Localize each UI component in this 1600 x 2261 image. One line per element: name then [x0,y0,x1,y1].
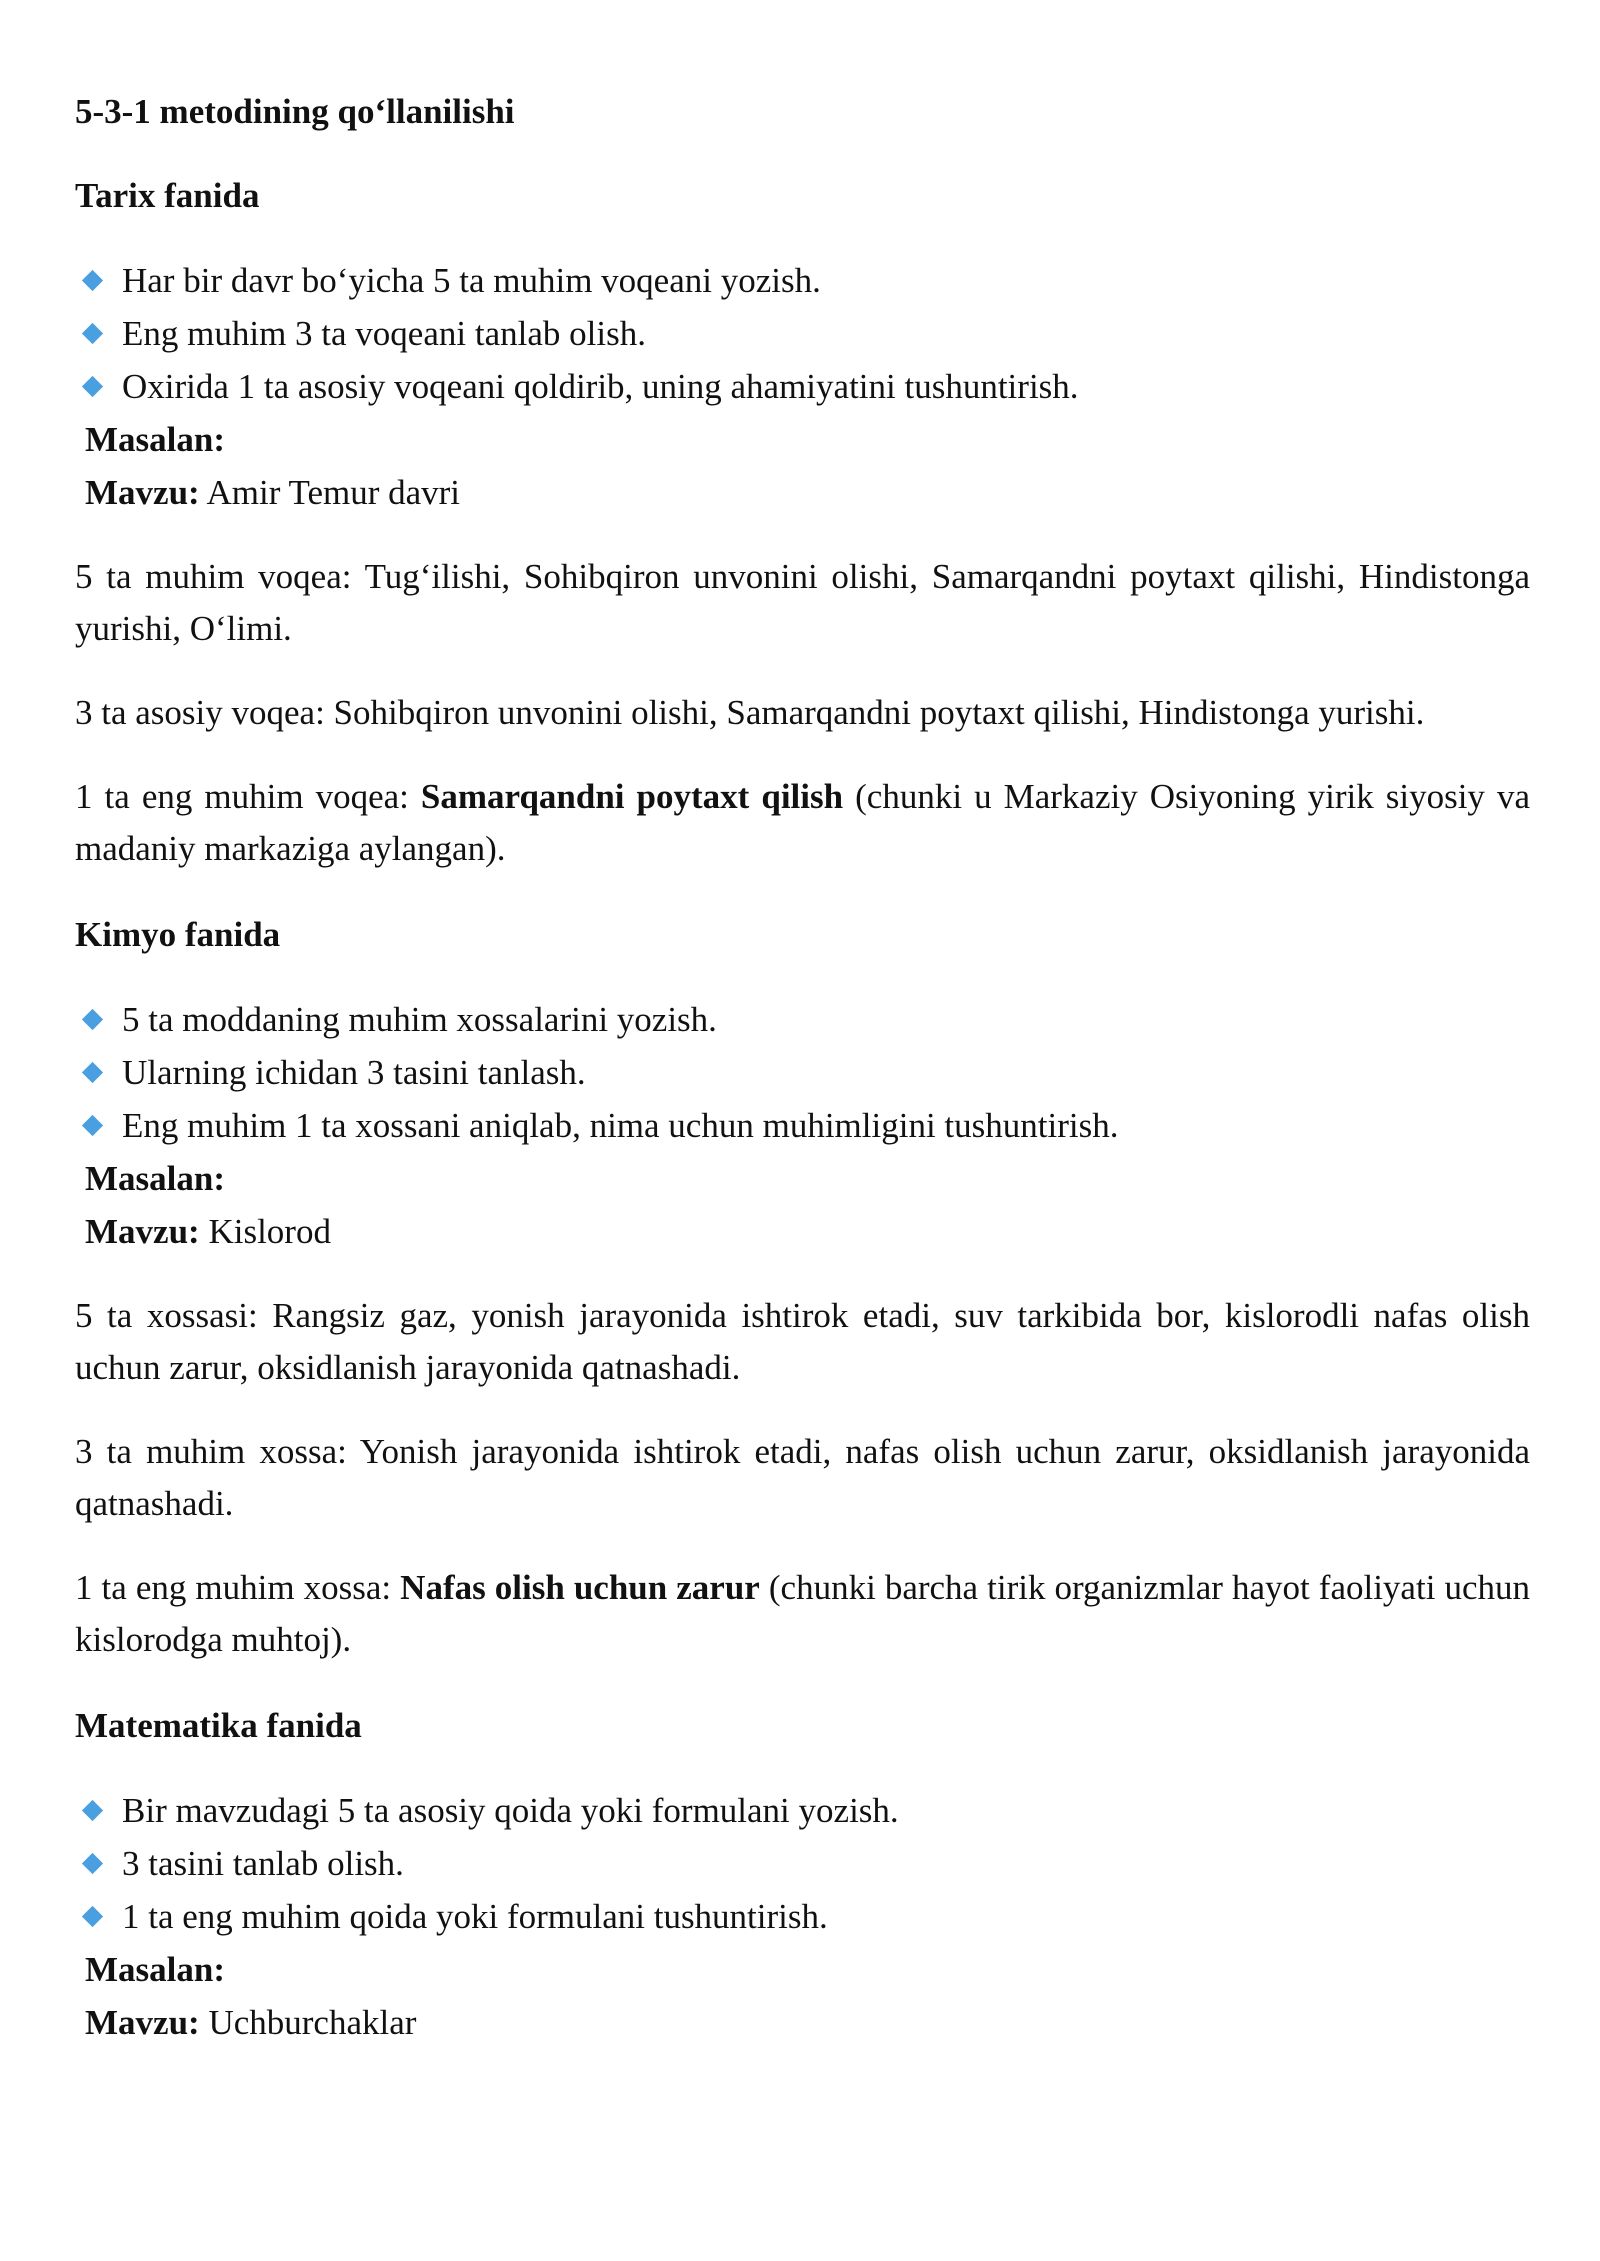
list-item [75,254,1530,307]
list-item-text: Eng muhim 3 ta voqeani tanlab olish. [122,314,646,353]
paragraph: 1 ta eng muhim voqea: Samarqandni poytaxt qilish (chunki u Markaziy Osiyoning yirik siyosiy va madaniy markaziga aylangan). [75,777,1530,868]
document-page [75,0,1530,2049]
topic-line [85,1996,1530,2049]
diamond-bullet-icon [82,1800,103,1821]
topic-value: Amir Temur davri [199,473,461,512]
topic-line [85,466,1530,519]
list-item [75,1046,1530,1099]
diamond-bullet-icon [82,1853,103,1874]
list-item [75,307,1530,360]
list-item-text: Bir mavzudagi 5 ta asosiy qoida yoki formulani yozish. [122,1791,899,1830]
list-item-text: Oxirida 1 ta asosiy voqeani qoldirib, uning ahamiyatini tushuntirish. [122,367,1079,406]
example-label: Masalan: [85,420,225,459]
emphasis: Nafas olish uchun zarur [400,1568,760,1607]
topic-value: Uchburchaklar [199,2003,417,2042]
list-item-text: 3 tasini tanlab olish. [122,1844,404,1883]
diamond-bullet-icon [82,270,103,291]
section-heading: Matematika fanida [75,1706,362,1745]
section-heading: Kimyo fanida [75,915,281,954]
paragraph: 5 ta muhim voqea: Tug‘ilishi, Sohibqiron unvonini olishi, Samarqandni poytaxt qilishi, Hindistonga yurishi, O‘limi. [75,557,1530,648]
list-item [75,1099,1530,1152]
list-item-text: 1 ta eng muhim qoida yoki formulani tushuntirish. [122,1897,828,1936]
topic-label: Mavzu: [85,2003,200,2042]
section-math [75,1700,1530,2049]
list-item-text: 5 ta moddaning muhim xossalarini yozish. [122,1000,717,1039]
topic-label: Mavzu: [85,473,200,512]
topic-line [85,1205,1530,1258]
list-item [75,993,1530,1046]
page-title: 5-3-1 metodining qo‘llanilishi [75,92,515,131]
section-heading: Tarix fanida [75,176,260,215]
paragraph: 1 ta eng muhim xossa: Nafas olish uchun zarur (chunki barcha tirik organizmlar hayot faoliyati uchun kislorodga muhtoj). [75,1568,1530,1659]
emphasis: Samarqandni poytaxt qilish [420,777,844,816]
diamond-bullet-icon [82,1115,103,1136]
paragraph: 3 ta asosiy voqea: Sohibqiron unvonini olishi, Samarqandni poytaxt qilishi, Hindistonga yurishi. [75,693,1425,732]
diamond-bullet-icon [82,1009,103,1030]
diamond-bullet-icon [82,323,103,344]
list-item-text: Har bir davr bo‘yicha 5 ta muhim voqeani yozish. [122,261,821,300]
list-item [75,1890,1530,1943]
paragraph: 5 ta xossasi: Rangsiz gaz, yonish jarayonida ishtirok etadi, suv tarkibida bor, kislorodli nafas olish uchun zarur, oksidlanish jarayonida qatnashadi. [75,1296,1530,1387]
list-item [75,1784,1530,1837]
list-item [75,1837,1530,1890]
topic-label: Mavzu: [85,1212,200,1251]
bullet-list [75,993,1530,1152]
list-item-text: Ularning ichidan 3 tasini tanlash. [122,1053,586,1092]
diamond-bullet-icon [82,1906,103,1927]
list-item-text: Eng muhim 1 ta xossani aniqlab, nima uchun muhimligini tushuntirish. [122,1106,1119,1145]
bullet-list [75,1784,1530,1943]
paragraph: 3 ta muhim xossa: Yonish jarayonida ishtirok etadi, nafas olish uchun zarur, oksidlanish jarayonida qatnashadi. [75,1432,1530,1523]
example-label: Masalan: [85,1159,225,1198]
diamond-bullet-icon [82,1062,103,1083]
diamond-bullet-icon [82,376,103,397]
section-history [75,170,1530,875]
bullet-list [75,254,1530,413]
section-chemistry [75,909,1530,1666]
topic-value: Kislorod [199,1212,331,1251]
example-label: Masalan: [85,1950,225,1989]
list-item [75,360,1530,413]
